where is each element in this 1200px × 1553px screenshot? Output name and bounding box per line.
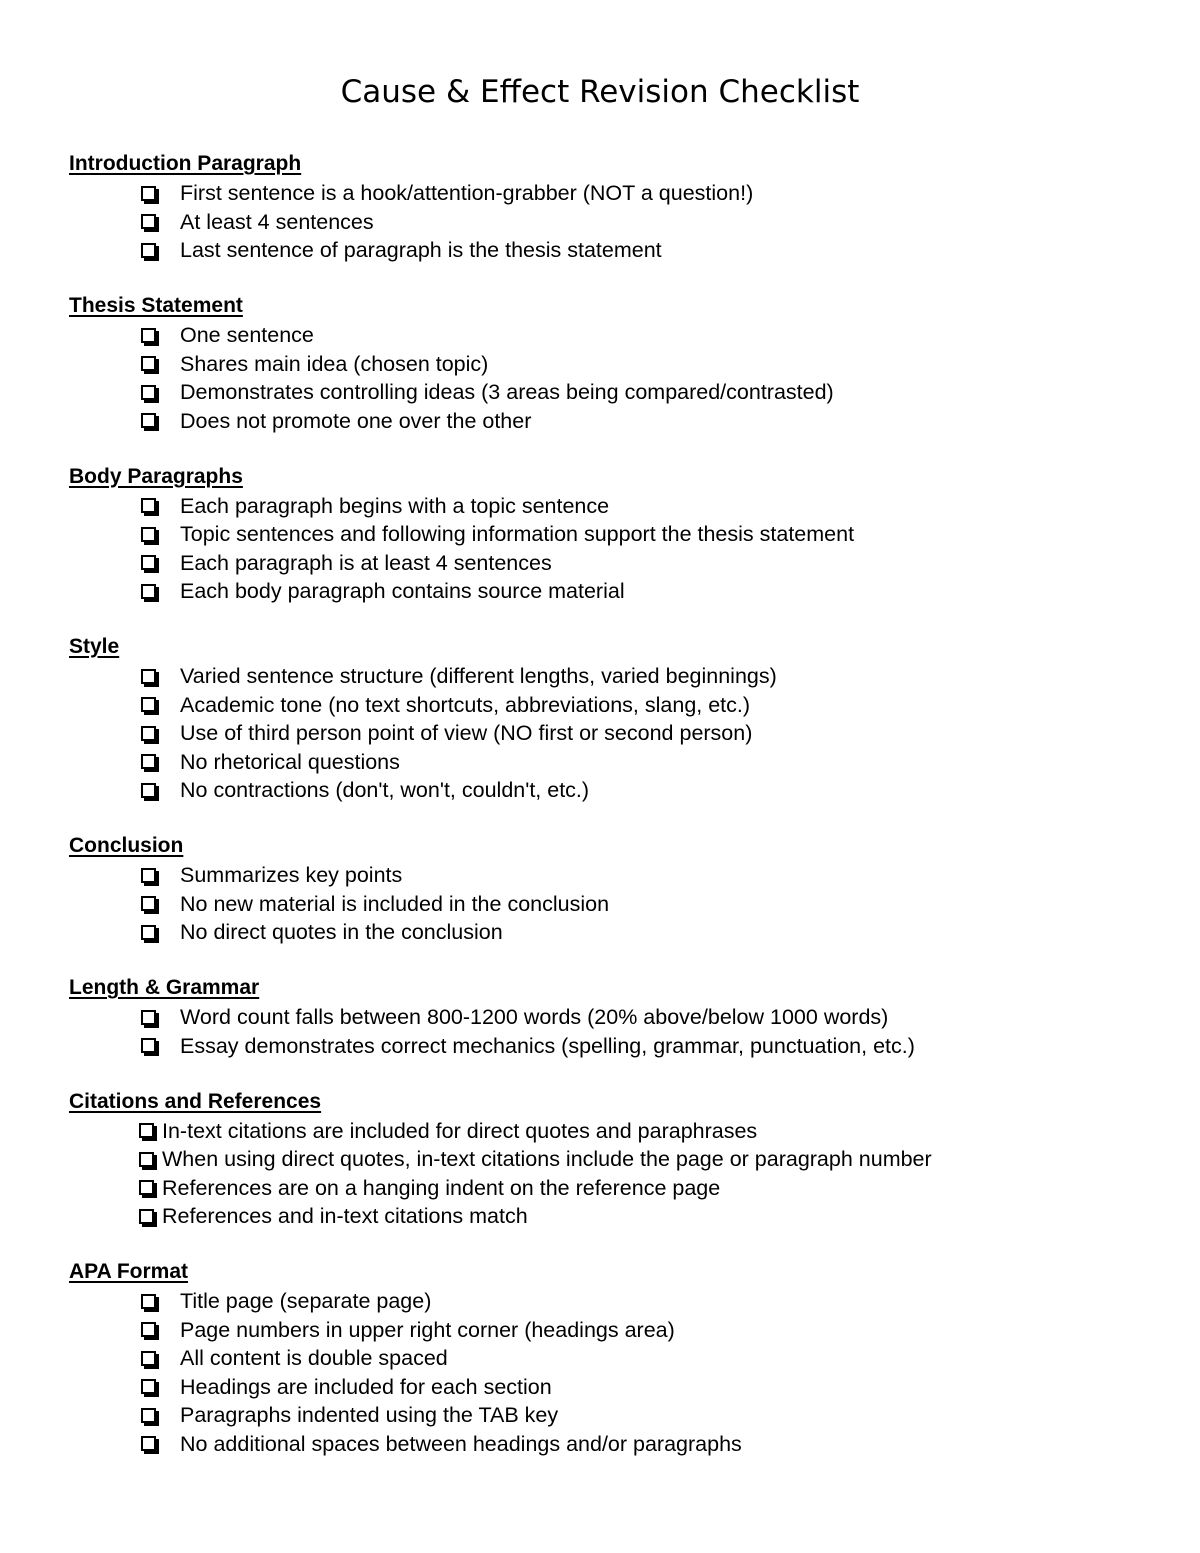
checklist-item-label: No additional spaces between headings and/or paragraphs	[180, 1431, 742, 1456]
section-citations-references	[69, 1087, 1169, 1231]
checklist-item-label: One sentence	[180, 323, 314, 347]
checklist-item[interactable]	[69, 719, 1169, 748]
checkbox-icon[interactable]	[139, 1123, 154, 1138]
checklist-item-label: References are on a hanging indent on the reference page	[162, 1175, 721, 1200]
checklist-item-label: Title page (separate page)	[180, 1289, 432, 1313]
checklist-item[interactable]	[69, 776, 1169, 805]
checklist-item-label: No contractions (don't, won't, couldn't, etc.)	[180, 778, 590, 802]
checkbox-icon[interactable]	[141, 214, 156, 229]
section-heading: APA Format	[69, 1260, 189, 1283]
section-heading: Length & Grammar	[69, 976, 260, 999]
checklist-item[interactable]	[69, 1174, 1169, 1203]
checkbox-icon[interactable]	[141, 1351, 156, 1366]
checklist-item[interactable]	[69, 748, 1169, 777]
checklist-item[interactable]	[69, 1145, 1169, 1174]
checklist-content	[69, 149, 1169, 1485]
checklist-item[interactable]	[69, 1401, 1169, 1430]
checklist-item[interactable]	[69, 1202, 1169, 1231]
section-heading: Body Paragraphs	[69, 464, 243, 488]
checklist-item-label: Varied sentence structure (different lengths, varied beginnings)	[180, 664, 777, 688]
section-body-paragraphs	[69, 462, 1169, 606]
checkbox-icon[interactable]	[141, 555, 156, 570]
checklist-item[interactable]	[69, 321, 1169, 350]
checkbox-icon[interactable]	[141, 726, 156, 741]
checkbox-icon[interactable]	[141, 1322, 156, 1337]
checklist-item-label: All content is double spaced	[180, 1346, 448, 1370]
checklist-item-label: No new material is included in the conclusion	[180, 891, 610, 916]
checkbox-icon[interactable]	[141, 868, 156, 883]
checklist-item[interactable]	[69, 1032, 1169, 1061]
checklist-item-label: When using direct quotes, in-text citations include the page or paragraph number	[162, 1147, 932, 1171]
checklist-item[interactable]	[69, 662, 1169, 691]
checklist-item[interactable]	[69, 1287, 1169, 1316]
checklist-item[interactable]	[69, 1344, 1169, 1373]
checkbox-icon[interactable]	[141, 697, 156, 712]
checklist-item-label: Paragraphs indented using the TAB key	[180, 1403, 559, 1427]
checklist-item[interactable]	[69, 1117, 1169, 1146]
checkbox-icon[interactable]	[141, 925, 156, 940]
checklist-item[interactable]	[69, 890, 1169, 919]
checkbox-icon[interactable]	[139, 1180, 154, 1195]
checklist-item-label: References and in-text citations match	[162, 1204, 528, 1228]
checkbox-icon[interactable]	[141, 1408, 156, 1423]
checklist-item[interactable]	[69, 1373, 1169, 1402]
checkbox-icon[interactable]	[141, 385, 156, 400]
checklist-item[interactable]	[69, 577, 1169, 606]
checklist-item-label: Shares main idea (chosen topic)	[180, 351, 489, 376]
checklist-item[interactable]	[69, 1316, 1169, 1345]
checkbox-icon[interactable]	[141, 584, 156, 599]
checklist-item[interactable]	[69, 691, 1169, 720]
checklist-item-label: Page numbers in upper right corner (headings area)	[180, 1317, 675, 1342]
checklist-item[interactable]	[69, 407, 1169, 436]
checklist-item-label: Each body paragraph contains source material	[180, 579, 625, 603]
checkbox-icon[interactable]	[141, 783, 156, 798]
section-style	[69, 632, 1169, 805]
section-conclusion	[69, 831, 1169, 947]
checklist-item-label: Summarizes key points	[180, 863, 403, 887]
checklist-item-label: Word count falls between 800-1200 words (20% above/below 1000 words)	[180, 1005, 889, 1029]
checkbox-icon[interactable]	[141, 1038, 156, 1053]
section-heading: Citations and References	[69, 1089, 322, 1113]
checklist-item[interactable]	[69, 918, 1169, 947]
checklist-item-label: Use of third person point of view (NO first or second person)	[180, 721, 753, 745]
checklist-item-label: Last sentence of paragraph is the thesis statement	[180, 238, 662, 262]
checklist-item-label: Each paragraph is at least 4 sentences	[180, 550, 552, 575]
checkbox-icon[interactable]	[141, 356, 156, 371]
section-heading: Style	[69, 635, 120, 658]
checkbox-icon[interactable]	[141, 413, 156, 428]
checklist-item-label: Each paragraph begins with a topic sentence	[180, 493, 610, 518]
section-heading: Thesis Statement	[69, 294, 243, 317]
checklist-item[interactable]	[69, 1430, 1169, 1459]
section-heading: Conclusion	[69, 834, 184, 857]
page-title: Cause & Effect Revision Checklist	[340, 74, 860, 110]
checklist-item-label: In-text citations are included for direct quotes and paraphrases	[162, 1118, 758, 1143]
checkbox-icon[interactable]	[141, 754, 156, 769]
checkbox-icon[interactable]	[141, 1436, 156, 1451]
checkbox-icon[interactable]	[139, 1152, 154, 1167]
checklist-item-label: Essay demonstrates correct mechanics (spelling, grammar, punctuation, etc.)	[180, 1033, 915, 1058]
section-apa-format	[69, 1257, 1169, 1458]
checklist-item[interactable]	[69, 1003, 1169, 1032]
checklist-item[interactable]	[69, 492, 1169, 521]
checkbox-icon[interactable]	[141, 527, 156, 542]
section-length-grammar	[69, 973, 1169, 1060]
section-introduction-paragraph	[69, 149, 1169, 265]
checkbox-icon[interactable]	[141, 243, 156, 258]
checkbox-icon[interactable]	[141, 186, 156, 201]
section-thesis-statement	[69, 291, 1169, 435]
section-heading: Introduction Paragraph	[69, 152, 302, 175]
checklist-item[interactable]	[69, 179, 1169, 208]
checklist-item[interactable]	[69, 378, 1169, 407]
checkbox-icon[interactable]	[141, 1379, 156, 1394]
checkbox-icon[interactable]	[141, 328, 156, 343]
checklist-item-label: No direct quotes in the conclusion	[180, 920, 503, 944]
checklist-item-label: Academic tone (no text shortcuts, abbreviations, slang, etc.)	[180, 692, 751, 717]
checklist-item[interactable]	[69, 350, 1169, 379]
checklist-item[interactable]	[69, 520, 1169, 549]
checkbox-icon[interactable]	[141, 669, 156, 684]
checkbox-icon[interactable]	[141, 1010, 156, 1025]
checklist-item-label: Headings are included for each section	[180, 1374, 552, 1399]
checkbox-icon[interactable]	[139, 1209, 154, 1224]
checklist-item-label: Topic sentences and following information support the thesis statement	[180, 522, 855, 546]
checklist-item-label: Does not promote one over the other	[180, 408, 532, 433]
checklist-item[interactable]	[69, 236, 1169, 265]
checklist-item[interactable]	[69, 208, 1169, 237]
checkbox-icon[interactable]	[141, 896, 156, 911]
checkbox-icon[interactable]	[141, 498, 156, 513]
checkbox-icon[interactable]	[141, 1294, 156, 1309]
checklist-item[interactable]	[69, 861, 1169, 890]
checklist-item-label: At least 4 sentences	[180, 209, 374, 234]
checklist-item-label: First sentence is a hook/attention-grabber (NOT a question!)	[180, 181, 754, 205]
checklist-item[interactable]	[69, 549, 1169, 578]
checklist-item-label: Demonstrates controlling ideas (3 areas being compared/contrasted)	[180, 380, 834, 404]
checklist-item-label: No rhetorical questions	[180, 749, 400, 774]
